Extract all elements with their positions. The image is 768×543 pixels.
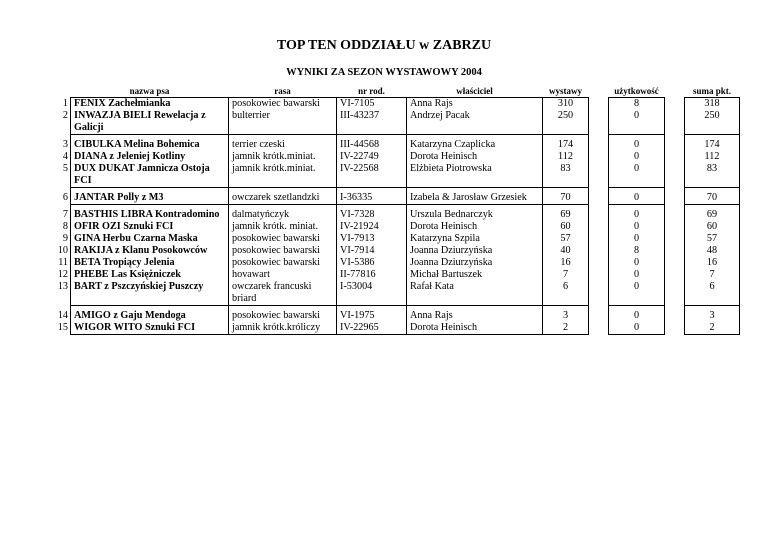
header-total: suma pkt.: [685, 85, 740, 98]
row-number: 4: [62, 151, 68, 162]
table-row: [51, 98, 740, 111]
total-points: 70: [685, 192, 740, 205]
row-number: 8: [62, 221, 68, 232]
column-gap: [665, 163, 685, 188]
column-gap: [665, 139, 685, 151]
breed: jamnik krótk.miniat.: [229, 163, 337, 188]
column-gap: [665, 221, 685, 233]
table-row: [51, 151, 740, 163]
registration-number: IV-22749: [337, 151, 407, 163]
total-points: 83: [685, 163, 740, 188]
breed: bulterrier: [229, 110, 337, 135]
owner: Anna Rajs: [407, 310, 543, 322]
owner: Dorota Heinisch: [407, 151, 543, 163]
breed: owczarek szetlandzki: [229, 192, 337, 205]
header-name: nazwa psa: [71, 85, 229, 98]
breed: dalmatyńczyk: [229, 209, 337, 221]
row-number: 12: [57, 269, 68, 280]
dog-name: DIANA z Jeleniej Kotliny: [71, 151, 229, 163]
owner: Andrzej Pacak: [407, 110, 543, 135]
registration-number: VI-1975: [337, 310, 407, 322]
column-gap: [589, 257, 609, 269]
row-number: 5: [62, 163, 68, 174]
column-gap: [665, 110, 685, 135]
shows-points: 40: [543, 245, 589, 257]
column-gap: [665, 269, 685, 281]
column-gap: [589, 139, 609, 151]
utility-points: 0: [609, 281, 665, 306]
total-points: 16: [685, 257, 740, 269]
column-gap: [665, 322, 685, 335]
total-points: 60: [685, 221, 740, 233]
column-gap: [589, 310, 609, 322]
owner: Katarzyna Szpila: [407, 233, 543, 245]
table-row: [51, 192, 740, 205]
row-number: 9: [62, 233, 68, 244]
total-points: 57: [685, 233, 740, 245]
dog-name: GINA Herbu Czarna Maska: [71, 233, 229, 245]
column-gap: [665, 257, 685, 269]
row-number: 7: [62, 209, 68, 220]
column-gap: [589, 163, 609, 188]
utility-points: 0: [609, 221, 665, 233]
column-gap: [665, 209, 685, 221]
registration-number: VI-7914: [337, 245, 407, 257]
column-gap: [665, 192, 685, 205]
owner: Anna Rajs: [407, 98, 543, 111]
registration-number: VI-7328: [337, 209, 407, 221]
dog-name: BART z Pszczyńskiej Puszczy: [71, 281, 229, 306]
owner: Joanna Dziurzyńska: [407, 257, 543, 269]
table-row: [51, 245, 740, 257]
registration-number: III-44568: [337, 139, 407, 151]
column-gap: [665, 151, 685, 163]
owner: Elżbieta Piotrowska: [407, 163, 543, 188]
breed: hovawart: [229, 269, 337, 281]
shows-points: 250: [543, 110, 589, 135]
table-row: [51, 233, 740, 245]
row-number: 15: [57, 322, 68, 333]
breed: posokowiec bawarski: [229, 310, 337, 322]
shows-points: 69: [543, 209, 589, 221]
owner: Joanna Dziurzyńska: [407, 245, 543, 257]
table-header-row: [51, 85, 740, 98]
row-number: 3: [62, 139, 68, 150]
utility-points: 8: [609, 98, 665, 111]
dog-name: FENIX Zachełmianka: [71, 98, 229, 111]
shows-points: 57: [543, 233, 589, 245]
registration-number: I-36335: [337, 192, 407, 205]
shows-points: 7: [543, 269, 589, 281]
dog-name: CIBULKA Melina Bohemica: [71, 139, 229, 151]
dog-name: OFIR OZI Sznuki FCI: [71, 221, 229, 233]
column-gap: [589, 98, 609, 111]
table-row: [51, 209, 740, 221]
shows-points: 6: [543, 281, 589, 306]
registration-number: VI-7105: [337, 98, 407, 111]
dog-name: WIGOR WITO Sznuki FCI: [71, 322, 229, 335]
document-title: TOP TEN ODDZIAŁU w ZABRZU: [276, 38, 492, 53]
total-points: 112: [685, 151, 740, 163]
breed: posokowiec bawarski: [229, 257, 337, 269]
row-number: 13: [57, 281, 68, 292]
row-number: 1: [62, 97, 68, 109]
column-gap: [589, 110, 609, 135]
column-gap: [665, 281, 685, 306]
owner: Dorota Heinisch: [407, 221, 543, 233]
breed: owczarek francuski briard: [229, 281, 337, 306]
dog-name: RAKIJA z Klanu Posokowców: [71, 245, 229, 257]
table-row: [51, 310, 740, 322]
row-number: 2: [62, 110, 68, 121]
utility-points: 0: [609, 110, 665, 135]
column-gap: [589, 192, 609, 205]
shows-points: 16: [543, 257, 589, 269]
total-points: 69: [685, 209, 740, 221]
breed: posokowiec bawarski: [229, 233, 337, 245]
utility-points: 0: [609, 209, 665, 221]
results-table: [51, 85, 740, 335]
column-gap: [589, 281, 609, 306]
utility-points: 0: [609, 163, 665, 188]
registration-number: VI-5386: [337, 257, 407, 269]
total-points: 7: [685, 269, 740, 281]
utility-points: 0: [609, 192, 665, 205]
column-gap: [665, 98, 685, 111]
dog-name: PHEBE Las Księżniczek: [71, 269, 229, 281]
column-gap: [589, 221, 609, 233]
owner: Dorota Heinisch: [407, 322, 543, 335]
total-points: 3: [685, 310, 740, 322]
breed: posokowiec bawarski: [229, 245, 337, 257]
column-gap: [589, 151, 609, 163]
shows-points: 60: [543, 221, 589, 233]
table-row: [51, 110, 740, 135]
total-points: 48: [685, 245, 740, 257]
column-gap: [665, 245, 685, 257]
total-points: 6: [685, 281, 740, 306]
dog-name: DUX DUKAT Jamnicza Ostoja FCI: [71, 163, 229, 188]
shows-points: 310: [543, 98, 589, 111]
table-row: [51, 139, 740, 151]
breed: jamnik krótk.króliczy: [229, 322, 337, 335]
registration-number: III-43237: [337, 110, 407, 135]
column-gap: [589, 245, 609, 257]
owner: Michał Bartuszek: [407, 269, 543, 281]
total-points: 318: [685, 98, 740, 111]
document-subtitle: WYNIKI ZA SEZON WYSTAWOWY 2004: [286, 67, 482, 78]
column-gap: [589, 322, 609, 335]
column-gap: [589, 233, 609, 245]
shows-points: 174: [543, 139, 589, 151]
utility-points: 0: [609, 322, 665, 335]
utility-points: 0: [609, 151, 665, 163]
owner: Urszula Bednarczyk: [407, 209, 543, 221]
breed: jamnik krótk. miniat.: [229, 221, 337, 233]
table-row: [51, 269, 740, 281]
row-number: 14: [57, 310, 68, 321]
utility-points: 0: [609, 310, 665, 322]
table-row: [51, 257, 740, 269]
column-gap: [665, 310, 685, 322]
registration-number: IV-22965: [337, 322, 407, 335]
total-points: 174: [685, 139, 740, 151]
total-points: 2: [685, 322, 740, 335]
owner: Katarzyna Czaplicka: [407, 139, 543, 151]
dog-name: INWAZJA BIELI Rewelacja z Galicji: [71, 110, 229, 135]
header-shows: wystawy: [543, 85, 589, 98]
utility-points: 0: [609, 269, 665, 281]
dog-name: JANTAR Polly z M3: [71, 192, 229, 205]
utility-points: 0: [609, 233, 665, 245]
table-row: [51, 163, 740, 188]
utility-points: 8: [609, 245, 665, 257]
shows-points: 112: [543, 151, 589, 163]
dog-name: BETA Tropiący Jelenia: [71, 257, 229, 269]
registration-number: I-53004: [337, 281, 407, 306]
table-body: [51, 98, 740, 335]
breed: jamnik krótk.miniat.: [229, 151, 337, 163]
row-number: 11: [58, 257, 68, 268]
utility-points: 0: [609, 139, 665, 151]
dog-name: BASTHIS LIBRA Kontradomino: [71, 209, 229, 221]
shows-points: 70: [543, 192, 589, 205]
utility-points: 0: [609, 257, 665, 269]
header-owner: właściciel: [407, 85, 543, 98]
column-gap: [589, 269, 609, 281]
registration-number: II-77816: [337, 269, 407, 281]
owner: Izabela & Jarosław Grzesiek: [407, 192, 543, 205]
table-row: [51, 322, 740, 335]
column-gap: [589, 209, 609, 221]
breed: terrier czeski: [229, 139, 337, 151]
registration-number: VI-7913: [337, 233, 407, 245]
breed: posokowiec bawarski: [229, 98, 337, 111]
row-number: 10: [57, 245, 68, 256]
column-gap: [665, 233, 685, 245]
shows-points: 2: [543, 322, 589, 335]
header-breed: rasa: [229, 85, 337, 98]
total-points: 250: [685, 110, 740, 135]
row-number: 6: [62, 192, 68, 203]
table-row: [51, 221, 740, 233]
shows-points: 83: [543, 163, 589, 188]
registration-number: IV-22568: [337, 163, 407, 188]
owner: Rafał Kata: [407, 281, 543, 306]
registration-number: IV-21924: [337, 221, 407, 233]
table-row: [51, 281, 740, 306]
shows-points: 3: [543, 310, 589, 322]
dog-name: AMIGO z Gaju Mendoga: [71, 310, 229, 322]
header-reg: nr rod.: [337, 85, 407, 98]
header-utility: użytkowość: [609, 85, 665, 98]
